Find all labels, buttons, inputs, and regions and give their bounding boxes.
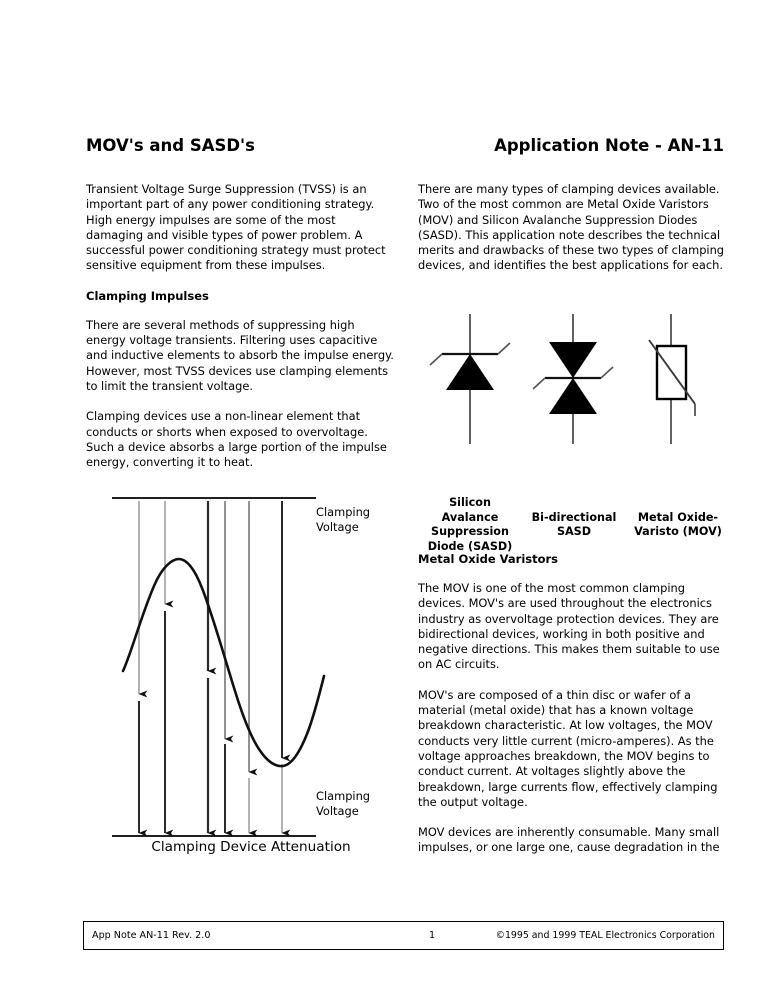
heading-clamping-impulses: Clamping Impulses: [86, 288, 209, 303]
footer-doc-reference: App Note AN-11 Rev. 2.0: [92, 930, 211, 941]
paragraph-clamping-device-types: There are many types of clamping devices available. Two of the most common are Metal Oxide Varistors (MOV) and Silicon Avalanche Suppression Diodes (SASD). This application note describes the technical merits and drawbacks of these two types of clamping devices, and identifies the best applications for each.: [418, 182, 725, 273]
app-note-title: Application Note - AN-11: [494, 136, 724, 155]
left-column: [86, 182, 396, 485]
symbol-caption-mov: Metal Oxide- Varisto (MOV): [634, 510, 722, 539]
sasd-diode-icon: [430, 314, 510, 444]
symbol-captions-row: [418, 496, 730, 554]
document-header: [86, 136, 724, 155]
upward-arrow-group: [139, 501, 282, 772]
paragraph-mov-consumable: MOV devices are inherently consumable. Many small impulses, or one large one, cause degradation in the: [418, 825, 720, 855]
footer-page-number: 1: [428, 930, 436, 941]
paragraph-suppression-methods: There are several methods of suppressing high energy voltage transients. Filtering uses capacitive and inductive elements to absorb the impulse energy. However, most TVSS devices use clamping elements to limit the transient voltage.: [86, 317, 394, 393]
device-symbols-figure: [418, 312, 728, 484]
clamping-voltage-label-top: Clamping Voltage: [316, 505, 371, 534]
mov-varistor-icon: [649, 314, 695, 444]
chart-caption: Clamping Device Attenuation: [151, 839, 351, 855]
voltage-waveform-curve: [123, 559, 324, 766]
right-column-lower: [418, 552, 726, 871]
paragraph-tvss-intro: Transient Voltage Surge Suppression (TVSS) is an important part of any power conditioning strategy. High energy impulses are some of the most damaging and visible types of power problem. A successful power conditioning strategy must protect sensitive equipment from these impulses.: [86, 182, 386, 273]
paragraph-mov-common: The MOV is one of the most common clamping devices. MOV's are used throughout the electronics industry as overvoltage protection devices. They are bidirectional devices, working in both positive and negative directions. This makes them suitable to use on AC circuits.: [418, 581, 720, 672]
device-symbols-svg: [418, 312, 728, 484]
bidirectional-sasd-icon: [533, 314, 613, 444]
downward-arrow-group: [139, 611, 282, 833]
symbol-caption-bidirectional-sasd: Bi-directional SASD: [531, 510, 617, 539]
footer-copyright: ©1995 and 1999 TEAL Electronics Corporation: [495, 930, 715, 941]
paragraph-nonlinear-element: Clamping devices use a non-linear element that conducts or shorts when exposed to overvoltage. Such a device absorbs a large portion of the impulse energy, converting it to heat.: [86, 409, 387, 470]
right-column-top: [418, 182, 726, 289]
heading-metal-oxide-varistors: Metal Oxide Varistors: [418, 552, 559, 566]
paragraph-mov-composed: MOV's are composed of a thin disc or wafer of a material (metal oxide) that has a known voltage breakdown characteristic. At low voltages, the MOV conducts very little current (micro-amperes). As the voltage approaches breakdown, the MOV begins to conduct current. At voltages slightly above the breakdown, large currents flow, effectively clamping the output voltage.: [418, 687, 718, 809]
page-title: MOV's and SASD's: [86, 136, 255, 155]
symbol-caption-sasd: Silicon Avalance Suppression Diode (SASD): [427, 496, 513, 553]
page-footer: [83, 921, 724, 950]
clamping-voltage-label-bottom: Clamping Voltage: [316, 789, 371, 818]
